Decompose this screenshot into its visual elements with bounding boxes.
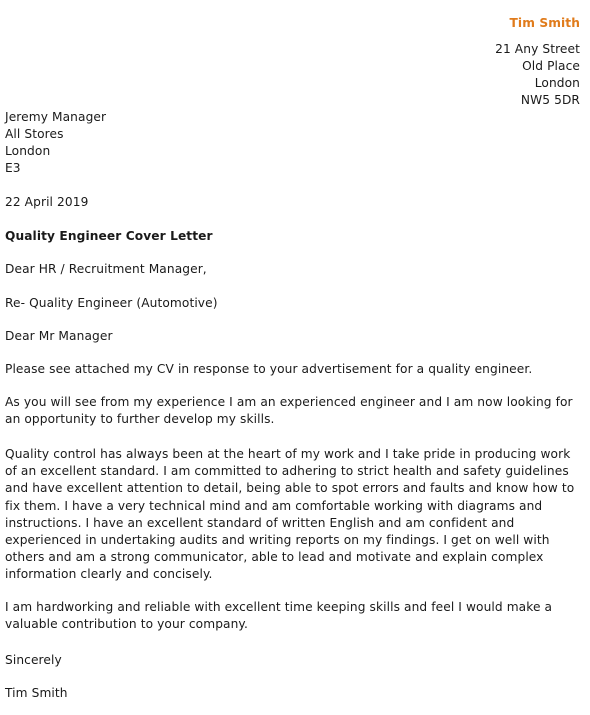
sender-address-line: NW5 5DR xyxy=(520,93,580,107)
body-paragraph: I am hardworking and reliable with excellent time keeping skills and feel I would make a valuable contribution to your company. xyxy=(5,600,553,632)
sender-address-line: Old Place xyxy=(522,59,580,73)
sender-address-line: London xyxy=(534,76,580,90)
recipient-line: All Stores xyxy=(5,127,64,141)
recipient-line: London xyxy=(5,144,51,158)
sender-block xyxy=(495,15,580,109)
body-paragraph: Please see attached my CV in response to your advertisement for a quality engineer. xyxy=(5,362,533,376)
salutation-recruitment: Dear HR / Recruitment Manager, xyxy=(5,262,207,276)
body-paragraph: Quality control has always been at the heart of my work and I take pride in producing work of an excellent standard. I am committed to adhering to strict health and safety guidelines and have excellent attention to detail, being able to spot errors and faults and know how to fix them. I have a very technical mind and am comfortable working with diagrams and instructions. I have an excellent standard of written English and am confident and experienced in undertaking audits and writing reports on my findings. I get on well with others and am a strong communicator, able to lead and motivate and explain complex information clearly and concisely. xyxy=(5,447,575,582)
closing-line: Sincerely xyxy=(5,653,62,667)
sender-name: Tim Smith xyxy=(509,16,580,30)
sender-address-line: 21 Any Street xyxy=(495,42,580,56)
reference-line: Re- Quality Engineer (Automotive) xyxy=(5,296,218,310)
recipient-block xyxy=(5,109,106,177)
signature-name: Tim Smith xyxy=(5,686,68,700)
body-paragraph: As you will see from my experience I am an experienced engineer and I am now looking for an opportunity to further develop my skills. xyxy=(5,395,573,427)
letter-subject: Quality Engineer Cover Letter xyxy=(5,229,213,243)
recipient-line: Jeremy Manager xyxy=(5,110,107,124)
salutation-manager: Dear Mr Manager xyxy=(5,329,113,343)
recipient-line: E3 xyxy=(5,161,21,175)
letter-date: 22 April 2019 xyxy=(5,195,89,209)
